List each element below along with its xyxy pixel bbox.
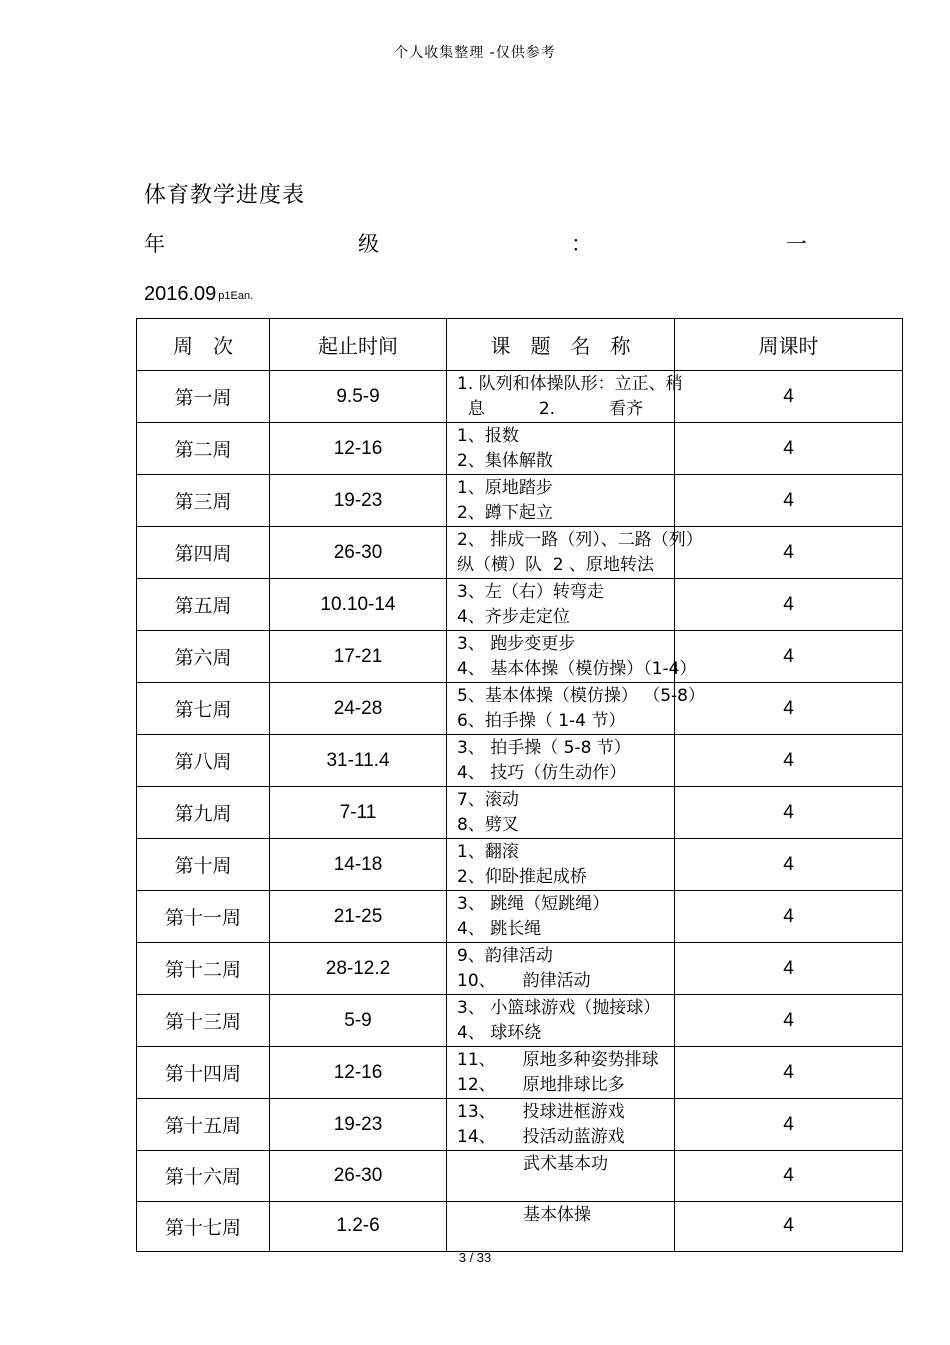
table-row: [137, 423, 903, 475]
grade-label-part-1: 年: [144, 232, 165, 256]
header-time: 起止时间: [270, 319, 447, 371]
topic-cell: [447, 943, 675, 995]
hours-cell: 4: [675, 1047, 903, 1099]
topic-line: 1、原地踏步: [457, 478, 553, 498]
topic-line: 2、仰卧推起成桥: [457, 867, 587, 887]
time-cell: 1.2-6: [270, 1201, 447, 1252]
time-cell: 31-11.4: [270, 735, 447, 787]
topic-cell: [447, 423, 675, 475]
topic-line: 2、集体解散: [457, 451, 553, 471]
topic-line: 9、韵律活动: [457, 946, 553, 966]
hours-cell: 4: [675, 787, 903, 839]
hours-cell: 4: [675, 1201, 903, 1252]
table-row: [137, 787, 903, 839]
date-value: 2016.09: [144, 283, 217, 305]
topic-line: 2、蹲下起立: [457, 503, 553, 523]
schedule-table: [136, 318, 903, 1252]
topic-line: 4、 跳长绳: [457, 919, 542, 939]
time-cell: 9.5-9: [270, 371, 447, 423]
topic-line: 4、 技巧（仿生动作）: [457, 763, 627, 783]
topic-cell: [447, 579, 675, 631]
topic-cell: [447, 787, 675, 839]
table-header-row: [137, 319, 903, 371]
topic-line: 3、 小篮球游戏（抛接球）: [457, 998, 661, 1018]
time-cell: 19-23: [270, 475, 447, 527]
topic-line: 纵（横）队 2 、原地转法: [457, 555, 655, 575]
time-cell: 10.10-14: [270, 579, 447, 631]
time-cell: 28-12.2: [270, 943, 447, 995]
time-cell: 19-23: [270, 1099, 447, 1151]
table-row: [137, 995, 903, 1047]
hours-cell: 4: [675, 1151, 903, 1202]
table-row: [137, 579, 903, 631]
header-week: 周 次: [137, 319, 270, 371]
grade-colon: ：: [571, 232, 592, 256]
topic-cell: [447, 527, 703, 579]
week-cell: 第十七周: [137, 1201, 270, 1252]
topic-line: 息 2. 看齐: [457, 399, 644, 419]
time-cell: 26-30: [270, 527, 447, 579]
week-cell: 第一周: [137, 371, 270, 423]
topic-cell: [447, 631, 697, 683]
hours-cell: 4: [675, 371, 903, 423]
hours-cell: 4: [675, 943, 903, 995]
week-cell: 第九周: [137, 787, 270, 839]
table-row: [137, 1047, 903, 1099]
topic-line: 3、左（右）转弯走: [457, 582, 604, 602]
hours-cell: 4: [675, 527, 903, 579]
table-body: [137, 371, 903, 1252]
topic-line: 6、拍手操（ 1-4 节）: [457, 711, 626, 731]
table-row: [137, 943, 903, 995]
page-number: 3 / 33: [458, 1250, 492, 1265]
time-cell: 7-11: [270, 787, 447, 839]
topic-cell: [447, 995, 675, 1047]
table-row: [137, 683, 903, 735]
week-cell: 第八周: [137, 735, 270, 787]
week-cell: 第十五周: [137, 1099, 270, 1151]
week-cell: 第六周: [137, 631, 270, 683]
week-cell: 第十周: [137, 839, 270, 891]
week-cell: 第四周: [137, 527, 270, 579]
topic-line: 3、 跑步变更步: [457, 634, 576, 654]
time-cell: 14-18: [270, 839, 447, 891]
document-title: 体育教学进度表: [144, 183, 306, 208]
topic-cell: [447, 1047, 675, 1099]
hours-cell: 4: [675, 475, 903, 527]
table-row: [137, 1151, 903, 1202]
table-row: [137, 1099, 903, 1151]
topic-cell: [447, 683, 705, 735]
week-cell: 第十三周: [137, 995, 270, 1047]
table-row: [137, 371, 903, 423]
hours-cell: 4: [675, 995, 903, 1047]
table-row: [137, 1201, 903, 1252]
time-cell: 24-28: [270, 683, 447, 735]
table-row: [137, 527, 903, 579]
topic-line: 4、 球环绕: [457, 1023, 542, 1043]
hours-cell: 4: [675, 891, 903, 943]
topic-cell: [447, 1201, 675, 1252]
topic-cell: [447, 371, 683, 423]
time-cell: 12-16: [270, 423, 447, 475]
hours-cell: 4: [675, 1099, 903, 1151]
topic-line: 4、 基本体操（模仿操）（1-4）: [457, 659, 697, 679]
hours-cell: 4: [675, 735, 903, 787]
table-row: [137, 475, 903, 527]
header-hours: 周课时: [675, 319, 903, 371]
topic-line: 1. 队列和体操队形：立正、稍: [457, 374, 683, 394]
table-row: [137, 631, 903, 683]
topic-line: 武术基本功: [523, 1154, 608, 1174]
week-cell: 第二周: [137, 423, 270, 475]
topic-cell: [447, 475, 675, 527]
time-cell: 5-9: [270, 995, 447, 1047]
hours-cell: 4: [675, 631, 903, 683]
topic-line: 12、 原地排球比多: [457, 1075, 625, 1095]
date-line: [144, 283, 253, 306]
topic-line: 4、齐步走定位: [457, 607, 570, 627]
topic-cell: [447, 735, 675, 787]
hours-cell: 4: [675, 579, 903, 631]
topic-line: 10、 韵律活动: [457, 971, 591, 991]
topic-line: 基本体操: [523, 1204, 591, 1225]
hours-cell: 4: [675, 839, 903, 891]
topic-cell: [447, 1151, 675, 1202]
week-cell: 第三周: [137, 475, 270, 527]
topic-line: 2、 排成一路（列）、二路（列）: [457, 530, 703, 550]
week-cell: 第十四周: [137, 1047, 270, 1099]
topic-line: 1、翻滚: [457, 842, 519, 862]
date-suffix: p1Ean.: [218, 290, 254, 302]
table-row: [137, 839, 903, 891]
topic-line: 3、 跳绳（短跳绳）: [457, 894, 610, 914]
grade-line: [144, 228, 808, 258]
topic-cell: [447, 839, 675, 891]
week-cell: 第七周: [137, 683, 270, 735]
topic-cell: [447, 1099, 675, 1151]
hours-cell: 4: [675, 423, 903, 475]
time-cell: 12-16: [270, 1047, 447, 1099]
table-row: [137, 735, 903, 787]
topic-line: 3、 拍手操（ 5-8 节）: [457, 738, 631, 758]
topic-line: 14、 投活动蓝游戏: [457, 1127, 625, 1147]
time-cell: 26-30: [270, 1151, 447, 1202]
topic-line: 7、滚动: [457, 790, 519, 810]
grade-label-part-2: 级: [358, 232, 379, 256]
topic-line: 8、劈叉: [457, 815, 519, 835]
header-topic: 课 题 名 称: [447, 319, 675, 371]
week-cell: 第十二周: [137, 943, 270, 995]
time-cell: 21-25: [270, 891, 447, 943]
table-row: [137, 891, 903, 943]
topic-line: 1、报数: [457, 426, 519, 446]
week-cell: 第十一周: [137, 891, 270, 943]
topic-line: 5、基本体操（模仿操） （5-8）: [457, 686, 705, 706]
header-note: 个人收集整理 -仅供参考: [394, 45, 556, 61]
grade-value: 一: [786, 232, 807, 256]
topic-line: 13、 投球进框游戏: [457, 1102, 625, 1122]
hours-cell: 4: [675, 683, 903, 735]
topic-cell: [447, 891, 675, 943]
week-cell: 第五周: [137, 579, 270, 631]
topic-line: 11、 原地多种姿势排球: [457, 1050, 659, 1070]
time-cell: 17-21: [270, 631, 447, 683]
week-cell: 第十六周: [137, 1151, 270, 1202]
